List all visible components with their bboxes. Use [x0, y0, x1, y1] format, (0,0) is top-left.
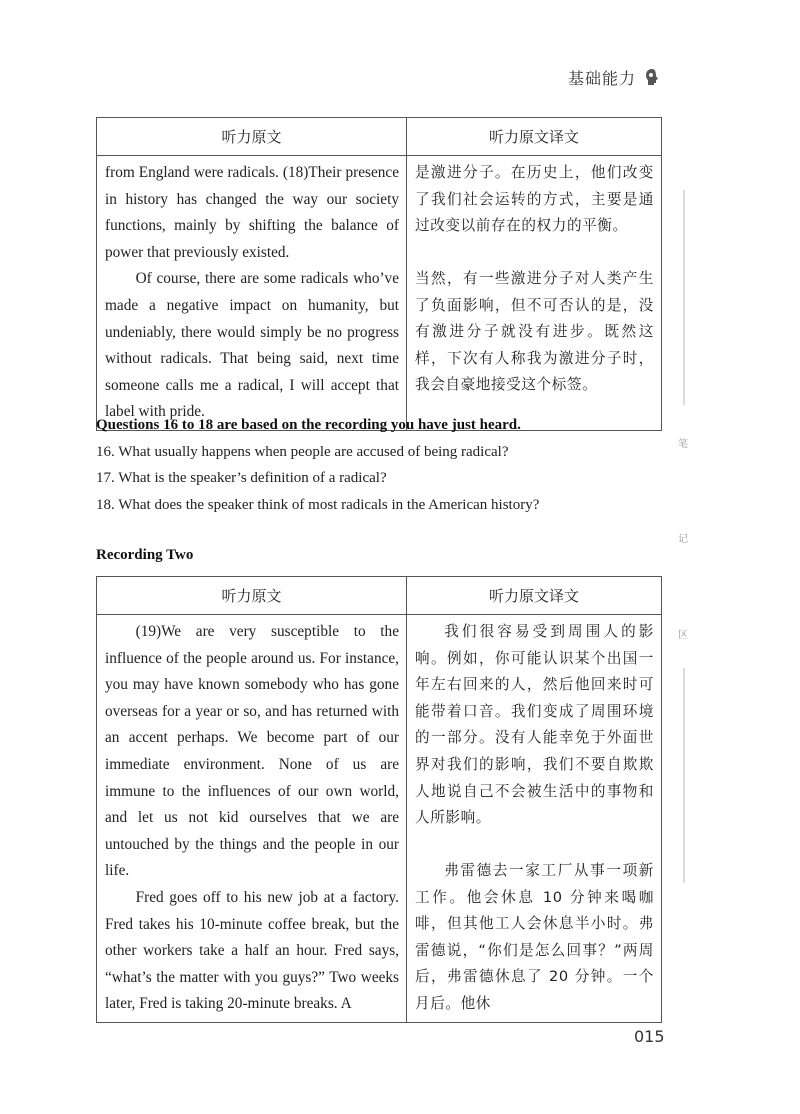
- table1-original-paragraph-2: Of course, there are some radicals who’ve made a negative impact on humanity, but undeniably, there would simply be no progress without radicals. That being said, next time someone calls me a radical, I will accept that label with pride.: [105, 270, 399, 421]
- page-number: 015: [634, 1027, 665, 1046]
- question-18: 18. What does the speaker think of most radicals in the American history?: [96, 497, 540, 513]
- questions-heading: Questions 16 to 18 are based on the recording you have just heard.: [96, 417, 521, 433]
- table2-header-original: 听力原文: [97, 577, 407, 615]
- table1-original-cell: [97, 156, 407, 431]
- transcript-table-1: [96, 117, 662, 431]
- table1-header-original: 听力原文: [97, 118, 407, 156]
- head-profile-icon: [645, 68, 659, 86]
- question-16: 16. What usually happens when people are accused of being radical?: [96, 444, 509, 460]
- table2-original-paragraph-2: Fred goes off to his new job at a factory. Fred takes his 10-minute coffee break, but the other workers take a half an hour. Fred says, “what’s the matter with you guys?” Two weeks later, Fred is taking 20-minute breaks. A: [105, 888, 399, 1013]
- table2-original-paragraph-1: (19)We are very susceptible to the influence of the people around us. For instance, you may have known somebody who has gone overseas for a year or so, and has returned with an accent perhaps. We become part of our immediate environment. None of us are immune to the influences of our own world, and let us not kid ourselves that we are untouched by the things and the people in our life.: [105, 623, 399, 880]
- notes-label-char-3: 区: [678, 630, 688, 641]
- table1-translation-paragraph-1: 是激进分子。在历史上，他们改变了我们社会运转的方式，主要是通过改变以前存在的权力的平衡。: [415, 164, 654, 235]
- notes-margin-line-bottom: [683, 668, 685, 883]
- question-17: 17. What is the speaker’s definition of a radical?: [96, 470, 387, 486]
- table1-translation-cell: [407, 156, 662, 431]
- notes-label-char-1: 笔: [678, 439, 688, 450]
- table2-translation-cell: [407, 615, 662, 1023]
- table2-header-translation: 听力原文译文: [407, 577, 662, 615]
- table1-translation-paragraph-2: 当然，有一些激进分子对人类产生了负面影响，但不可否认的是，没有激进分子就没有进步。既然这样，下次有人称我为激进分子时，我会自豪地接受这个标签。: [415, 270, 654, 394]
- table2-translation-paragraph-1: 我们很容易受到周围人的影响。例如，你可能认识某个出国一年左右回来的人，然后他回来时可能带着口音。我们变成了周围环境的一部分。没有人能幸免于外面世界对我们的影响，我们不要自欺欺人地说自己不会被生活中的事物和人所影响。: [415, 623, 654, 827]
- notes-margin-line-top: [683, 190, 685, 405]
- section-title: 基础能力: [568, 69, 637, 88]
- recording-two-heading: Recording Two: [96, 547, 194, 563]
- table2-translation-paragraph-2: 弗雷德去一家工厂从事一项新工作。他会休息 10 分钟来喝咖啡，但其他工人会休息半小时。弗雷德说，“你们是怎么回事？”两周后，弗雷德休息了 20 分钟。一个月后。他休: [415, 862, 654, 1012]
- notes-label-char-2: 记: [678, 534, 688, 545]
- transcript-table-2: [96, 576, 662, 1023]
- table1-header-translation: 听力原文译文: [407, 118, 662, 156]
- table1-original-paragraph-1: from England were radicals. (18)Their presence in history has changed the way our society functions, mainly by shifting the balance of power that previously existed.: [105, 164, 399, 261]
- table2-original-cell: [97, 615, 407, 1023]
